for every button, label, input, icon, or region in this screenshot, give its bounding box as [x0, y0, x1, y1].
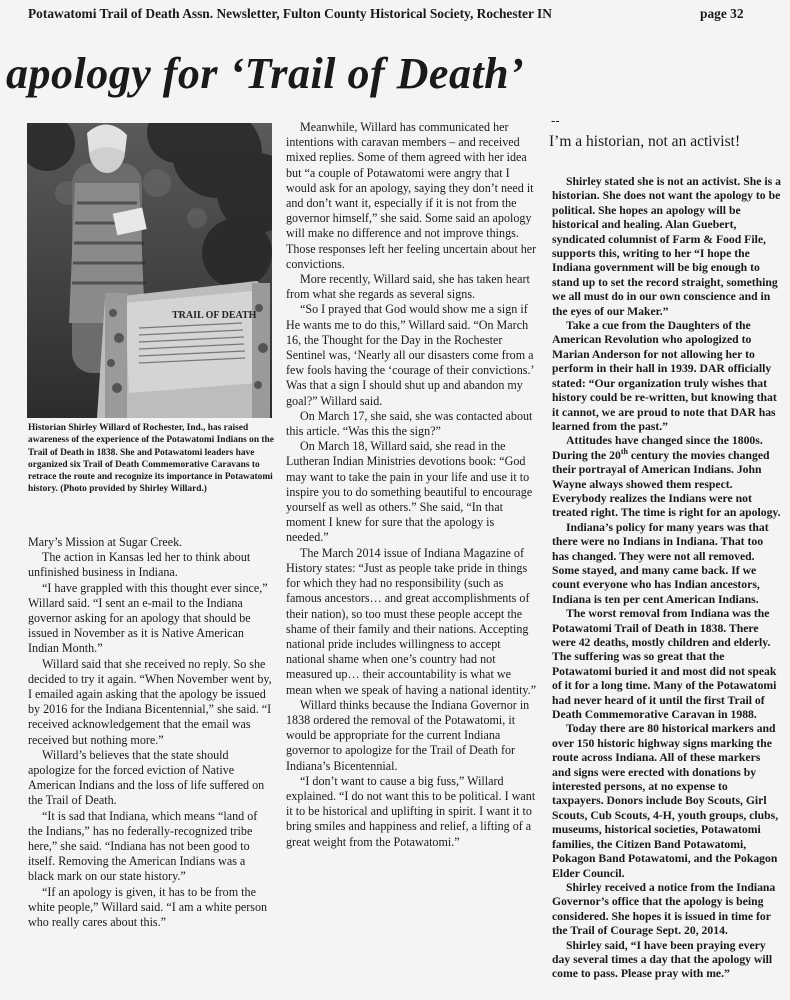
col1-paragraph: The action in Kansas led her to think about unfinished business in Indiana. — [28, 550, 251, 580]
col2-paragraph: “I don’t want to cause a big fuss,” Willard explained. “I do not want this to be political. I want it to be historical and uplifting in spirit. I want it to bring smiles and happiness and relief, a lifting of a great weight from the Potawatomi.” — [286, 773, 536, 849]
column-marker: -- — [551, 113, 560, 128]
col2-paragraph: More recently, Willard said, she has taken heart from what she regards as several signs. — [286, 272, 530, 302]
col2-paragraph: The March 2014 issue of Indiana Magazine of History states: “Just as people take pride in things for which they had no responsibility (such as famous ancestors… and great accomplishments of their nation), so too must these people accept the shame of their family and their nations. Accepting national pride includes willingness to accept national shame when one’s country had not measured up… their accountability is what we mean when we speak of having a national identity.” — [286, 545, 537, 697]
col1-paragraph: Willard’s believes that the state should apologize for the forced eviction of Native American Indians and the loss of life suffered on the Trail of Death. — [28, 747, 265, 808]
col1-paragraph: Mary’s Mission at Sugar Creek. — [28, 535, 183, 549]
photo-caption — [28, 422, 278, 496]
newsletter-header: Potawatomi Trail of Death Assn. Newsletter, Fulton County Historical Society, Rochester IN — [28, 6, 552, 21]
col1-paragraph: “If an apology is given, it has to be from the white people,” Willard said. “I am a white person who really cares about this.” — [28, 884, 268, 930]
col1-paragraph: “I have grappled with this thought ever since,” Willard said. “I sent an e-mail to the Indiana governor asking for an apology that should be issued in November as it is Native American Indian Month.” — [28, 580, 268, 656]
caption-text: Historian Shirley Willard of Rochester, Ind., has raised awareness of the experience of the Potawatomi Indians on the Trail of Death in 1838. She and Potawatomi leaders have organized six Trail of Death Commemorative Caravans to retrace the route and recognize its importance in Potawatomi history. (Photo provided by Shirley Willard.) — [28, 423, 274, 495]
photo-illustration — [27, 123, 272, 418]
col2-paragraph: “So I prayed that God would show me a sign if He wants me to do this,” Willard said. “On March 16, the Thought for the Day in the Rochester Sentinel was, ‘Nearly all our disasters come from a few fools having the ‘courage of their convictions.’ Was that a sign I should shut up and abandon my goal?” Willard said. — [286, 302, 534, 408]
col3-paragraph: Shirley received a notice from the Indiana Governor’s office that the apology is being considered. She hopes it is issued in time for the Trail of Courage Sept. 20, 2014. — [552, 880, 776, 938]
sidebar-heading: I’m a historian, not an activist! — [549, 133, 741, 150]
article-column-1 — [28, 535, 274, 930]
monument-sign-text: TRAIL OF DEATH — [172, 310, 257, 321]
col3-paragraph: Indiana’s policy for many years was that there were no Indians in Indiana. That too has changed. They were not all removed. Some stayed, and many came back. If we count everyone who has Indian ancestors, Indiana is ten per cent American Indians. — [552, 520, 769, 606]
article-column-3 — [552, 175, 782, 982]
col1-paragraph: Willard said that she received no reply. So she decided to try it again. “When November went by, I emailed again asking that the apology be issued by 2016 for the Indiana Bicentennial,” she said. “I received acknowledgement that the email was received but nothing more.” — [28, 656, 272, 747]
col2-paragraph: On March 18, Willard said, she read in the Lutheran Indian Ministries devotions book: “God may want to take the pain in your life and use it to inspire you to do something beautiful to encourage yourself as well as others.” She said, “In that moment I knew for sure that the apology is needed.” — [286, 439, 533, 545]
col3-paragraph: Take a cue from the Daughters of the American Revolution who apologized to Marian Anderson for not allowing her to perform in their hall in 1939. DAR officially stated: “Our organization truly wishes that history could be re-written, but knowing that it cannot, we are proud to note that DAR has learned from the past.” — [552, 319, 777, 433]
col3-paragraph: Attitudes have changed since the 1800s. During the 20th century the movies changed their portrayal of American Indians. John Wayne always showed them respect. Everybody realizes the Indians were not treated right. The time is right for an apology. — [552, 434, 781, 520]
col3-paragraph: Shirley said, “I have been praying every day several times a day that the apology will come to pass. Please pray with me.” — [552, 938, 773, 981]
col2-paragraph: Meanwhile, Willard has communicated her intentions with caravan members – and received mixed replies. Some of them agreed with her idea but “a couple of Potawatomi were angry that I would ask for an apology, saying they don’t need it and don’t want it, especially if it is not from the governor himself,” she said. Some said an apology will make no difference and not improve things. Those responses left her feeling uncertain about her convictions. — [286, 120, 537, 271]
col3-paragraph: The worst removal from Indiana was the Potawatomi Trail of Death in 1838. There were 42 deaths, mostly children and elderly. The suffering was so great that the Potawatomi buried it and most did not speak of it for a long time. Many of the Potawatomi had never heard of it until the first Trail of Death Commemorative Caravan in 1988. — [552, 607, 777, 722]
col1-paragraph: “It is sad that Indiana, which means “land of the Indians,” has no federally-recognized tribe here,” she said. “Indiana has not been good to itself. Removing the American Indians was a black mark on our state history.” — [28, 808, 258, 884]
col2-paragraph: On March 17, she said, she was contacted about this article. “Was this the sign?” — [286, 408, 533, 439]
page-number: page 32 — [700, 6, 744, 21]
article-column-2 — [286, 120, 538, 850]
col3-paragraph: Shirley stated she is not an activist. She is a historian. She does not want the apology to be political. She hopes an apology will be historical and healing. Alan Guebert, syndicated columnist of Farm & Food File, supports this, writing to her “I hope the Indiana government will be big enough to stand up to set the record straight, something we all must do in our own conscience and in the eyes of our Maker.” — [552, 175, 781, 318]
headline: apology for ‘Trail of Death’ — [6, 49, 525, 98]
col3-paragraph: Today there are 80 historical markers and over 150 historic highway signs marking the route across Indiana. All of these markers and signs were erected with donations by interested persons, at no expense to taxpayers. Donors include Boy Scouts, Girl Scouts, Cub Scouts, 4-H, youth groups, clubs, museums, historical societies, Potawatomi families, the Citizen Band Potawatomi, Pokagon Band Potawatomi, and the Pokagon Elder Council. — [552, 722, 779, 880]
photo-shirley-willard — [27, 123, 272, 418]
col2-paragraph: Willard thinks because the Indiana Governor in 1838 ordered the removal of the Potawatomi, it would be appropriate for the current Indiana governor to apologize for the Trail of Death for Indiana’s Bicentennial. — [286, 697, 530, 773]
